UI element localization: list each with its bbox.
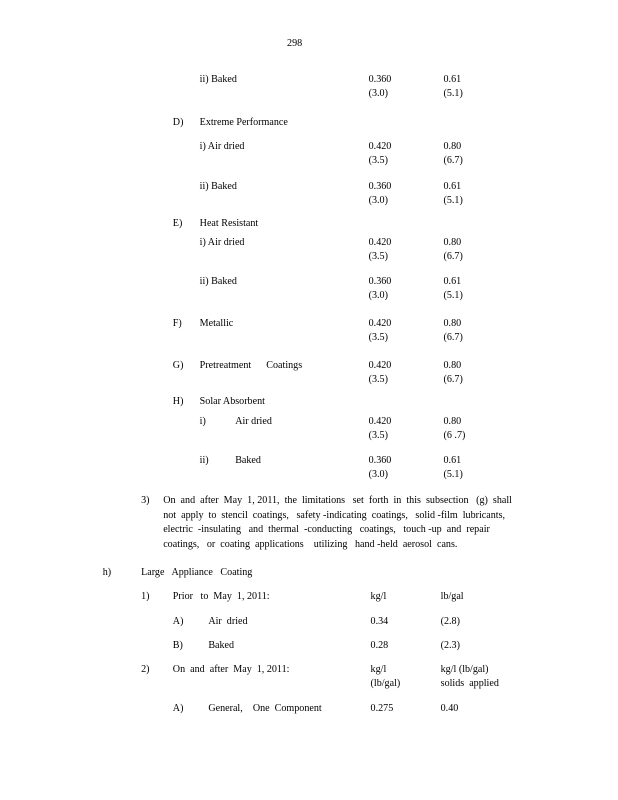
item-number: ii) [199,455,209,466]
value-kg: 0.360 [368,74,392,85]
category-letter: B) [172,640,183,651]
value-kg-solids: 0.80 [443,141,462,152]
value-lb: 0.40 [440,703,459,714]
value-kg: 0.360 [368,455,392,466]
item-label: Air dried [208,616,248,627]
value-kg-solids: 0.61 [443,181,462,192]
item-label: i) Air dried [199,237,245,248]
value-lb: (3.0) [368,195,388,206]
value-lb-solids: (6.7) [443,251,463,262]
value-kg-solids: 0.80 [443,318,462,329]
category-letter: A) [172,616,184,627]
item-label: i) Air dried [199,141,245,152]
value-kg: 0.28 [370,640,389,651]
unit-header: kg/l (lb/gal) [440,664,489,675]
category-title: Pretreatment Coatings [199,360,303,371]
value-kg: 0.360 [368,276,392,287]
value-kg-solids: 0.80 [443,360,462,371]
category-letter: F) [172,318,182,329]
value-lb-solids: (5.1) [443,290,463,301]
subsection-number: 2) [141,664,150,675]
value-lb: (2.3) [440,640,460,651]
paragraph-line: On and after May 1, 2011, the limitations set forth in this subsection (g) shall [163,495,512,506]
category-letter: H) [172,396,184,407]
page-number: 298 [287,38,303,49]
value-kg-solids: 0.61 [443,74,462,85]
category-title: Heat Resistant [199,218,259,229]
unit-header: solids applied [440,678,499,689]
value-kg: 0.420 [368,416,392,427]
value-kg: 0.420 [368,360,392,371]
value-kg: 0.420 [368,318,392,329]
item-label: Baked [235,455,261,466]
value-lb: (3.0) [368,290,388,301]
subsection-title: On and after May 1, 2011: [172,664,290,675]
item-label: Air dried [235,416,272,427]
value-kg-solids: 0.61 [443,455,462,466]
value-kg: 0.275 [370,703,394,714]
unit-header: lb/gal [440,591,464,602]
value-lb: (3.5) [368,430,388,441]
value-lb: (2.8) [440,616,460,627]
unit-header: kg/l [370,664,387,675]
value-kg: 0.360 [368,181,392,192]
value-lb: (3.5) [368,155,388,166]
category-title: Extreme Performance [199,117,288,128]
paragraph-line: electric -insulating and thermal -conducting coatings, touch -up and repair [163,524,490,535]
subsection-title: Prior to May 1, 2011: [172,591,270,602]
item-label: ii) Baked [199,181,237,192]
value-kg-solids: 0.80 [443,416,462,427]
paragraph-line: not apply to stencil coatings, safety -indicating coatings, solid -film lubricants, [163,509,506,521]
category-title: Solar Absorbent [199,396,265,407]
value-lb-solids: (5.1) [443,195,463,206]
unit-header: kg/l [370,591,387,602]
unit-header: (lb/gal) [370,678,401,689]
category-letter: E) [172,218,183,229]
value-lb-solids: (6 .7) [443,430,466,441]
value-lb: (3.5) [368,374,388,385]
paragraph-text [163,494,512,552]
item-label: ii) Baked [199,74,237,85]
category-letter: D) [172,117,184,128]
section-letter: h) [102,567,112,578]
item-number: i) [199,416,206,427]
value-lb-solids: (6.7) [443,155,463,166]
paragraph-line: coatings, or coating applications utilizing hand -held aerosol cans. [163,538,458,550]
value-kg-solids: 0.61 [443,276,462,287]
value-kg: 0.34 [370,616,389,627]
item-label: ii) Baked [199,276,237,287]
value-lb-solids: (5.1) [443,88,463,99]
value-lb: (3.0) [368,88,388,99]
value-lb: (3.0) [368,469,388,480]
subsection-number: 1) [141,591,150,602]
value-kg-solids: 0.80 [443,237,462,248]
value-lb: (3.5) [368,251,388,262]
category-title: Metallic [199,318,234,329]
value-lb-solids: (5.1) [443,469,463,480]
value-lb-solids: (6.7) [443,374,463,385]
category-letter: A) [172,703,184,714]
value-lb: (3.5) [368,332,388,343]
item-label: General, One Component [208,703,322,714]
value-kg: 0.420 [368,237,392,248]
item-label: Baked [208,640,235,651]
value-lb-solids: (6.7) [443,332,463,343]
value-kg: 0.420 [368,141,392,152]
category-letter: G) [172,360,184,371]
section-title: Large Appliance Coating [141,567,253,578]
paragraph-number: 3) [141,495,150,506]
